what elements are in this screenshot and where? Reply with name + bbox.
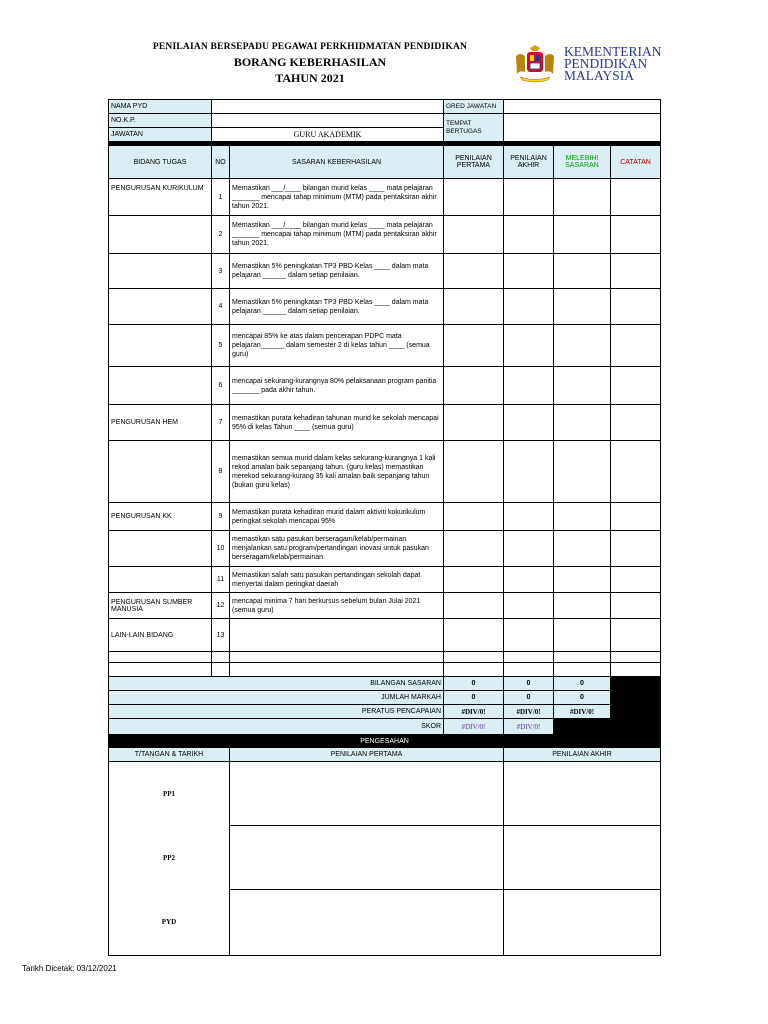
skor-label: SKOR bbox=[109, 719, 444, 735]
col-pertama: PENILAIAN PERTAMA bbox=[444, 146, 504, 179]
no-cell: 9 bbox=[212, 503, 230, 531]
melebihi-cell[interactable] bbox=[554, 441, 611, 503]
col-melebihi: MELEBIHI SASARAN bbox=[554, 146, 611, 179]
sasaran-cell[interactable]: Memastikan 5% peningkatan TP3 PBD Kelas ____ dalam mata pelajaran ______ dalam setiap penilaian. bbox=[230, 289, 444, 325]
col-no: NO bbox=[212, 146, 230, 179]
form-year: TAHUN 2021 bbox=[275, 71, 345, 85]
table-row bbox=[109, 652, 661, 663]
akhir-cell[interactable] bbox=[504, 663, 554, 677]
akhir-cell[interactable] bbox=[504, 367, 554, 405]
catatan-cell[interactable] bbox=[611, 216, 661, 254]
melebihi-cell[interactable] bbox=[554, 325, 611, 367]
catatan-cell[interactable] bbox=[611, 567, 661, 593]
signature-row bbox=[109, 762, 661, 826]
akhir-cell[interactable] bbox=[504, 619, 554, 652]
no-cell: 2 bbox=[212, 216, 230, 254]
catatan-cell[interactable] bbox=[611, 503, 661, 531]
pertama-cell[interactable] bbox=[444, 289, 504, 325]
melebihi-cell[interactable] bbox=[554, 652, 611, 663]
pertama-cell[interactable] bbox=[444, 441, 504, 503]
pertama-cell[interactable] bbox=[444, 367, 504, 405]
no-cell[interactable] bbox=[212, 652, 230, 663]
akhir-cell[interactable] bbox=[504, 503, 554, 531]
pertama-cell[interactable] bbox=[444, 663, 504, 677]
bidang-cell bbox=[109, 441, 212, 503]
table-row bbox=[109, 325, 661, 367]
skor-pertama: #DIV/0! bbox=[444, 719, 504, 735]
catatan-cell[interactable] bbox=[611, 289, 661, 325]
bidang-cell bbox=[109, 531, 212, 567]
akhir-cell[interactable] bbox=[504, 325, 554, 367]
sig-box-pertama[interactable] bbox=[230, 762, 504, 826]
catatan-cell[interactable] bbox=[611, 367, 661, 405]
col-catatan: CATATAN bbox=[611, 146, 661, 179]
melebihi-cell[interactable] bbox=[554, 179, 611, 216]
pertama-cell[interactable] bbox=[444, 405, 504, 441]
sasaran-cell[interactable]: Memastikan ___/____ bilangan murid kelas ____ mata pelajaran _______ mencapai tahap minimum (MTM) pada pentaksiran akhir tahun 2021. bbox=[230, 216, 444, 254]
table-row bbox=[109, 663, 661, 677]
table-row bbox=[109, 441, 661, 503]
bidang-cell bbox=[109, 289, 212, 325]
summary-row-peratus bbox=[109, 705, 661, 719]
bidang-cell: LAIN-LAIN BIDANG bbox=[109, 619, 212, 652]
peratus-label: PERATUS PENCAPAIAN bbox=[109, 705, 444, 719]
pertama-cell[interactable] bbox=[444, 567, 504, 593]
logo-line2: PENDIDIKAN bbox=[564, 56, 648, 71]
pertama-cell[interactable] bbox=[444, 503, 504, 531]
table-row bbox=[109, 503, 661, 531]
catatan-cell[interactable] bbox=[611, 619, 661, 652]
col-akhir: PENILAIAN AKHIR bbox=[504, 146, 554, 179]
sasaran-cell[interactable]: mencapai minima 7 hari berkursus sebelum bulan Julai 2021 (semua guru) bbox=[230, 593, 444, 619]
keberhasilan-table bbox=[108, 99, 661, 956]
nama-field[interactable] bbox=[212, 100, 444, 114]
coat-of-arms-icon bbox=[512, 44, 558, 84]
jumlah-label: JUMLAH MARKAH bbox=[109, 691, 444, 705]
table-row bbox=[109, 289, 661, 325]
jumlah-akhir: 0 bbox=[504, 691, 554, 705]
bilangan-akhir: 0 bbox=[504, 677, 554, 691]
sasaran-cell[interactable]: mencapai 85% ke atas dalam pencerapan PDPC mata pelajaran______ dalam semester 2 di kelas tahun ____ (semua guru) bbox=[230, 325, 444, 367]
akhir-cell[interactable] bbox=[504, 405, 554, 441]
bidang-cell[interactable] bbox=[109, 663, 212, 677]
melebihi-cell[interactable] bbox=[554, 619, 611, 652]
sasaran-cell[interactable]: Memastikan 5% peningkatan TP3 PBD Kelas ____ dalam mata pelajaran ______ dalam setiap penilaian. bbox=[230, 254, 444, 289]
sasaran-cell[interactable] bbox=[230, 652, 444, 663]
table-row bbox=[109, 179, 661, 216]
form-header-line1: PENILAIAN BERSEPADU PEGAWAI PERKHIDMATAN PENDIDIKAN bbox=[152, 42, 468, 52]
melebihi-cell[interactable] bbox=[554, 531, 611, 567]
pertama-cell[interactable] bbox=[444, 216, 504, 254]
melebihi-cell[interactable] bbox=[554, 503, 611, 531]
black-block bbox=[611, 677, 661, 735]
akhir-cell[interactable] bbox=[504, 179, 554, 216]
gred-label: GRED JAWATAN bbox=[444, 100, 504, 114]
bidang-cell bbox=[109, 325, 212, 367]
table-row bbox=[109, 593, 661, 619]
akhir-cell[interactable] bbox=[504, 254, 554, 289]
catatan-cell[interactable] bbox=[611, 254, 661, 289]
sig-box-pertama[interactable] bbox=[230, 890, 504, 956]
table-row bbox=[109, 567, 661, 593]
table-row bbox=[109, 531, 661, 567]
no-cell: 7 bbox=[212, 405, 230, 441]
bidang-cell bbox=[109, 254, 212, 289]
no-cell: 10 bbox=[212, 531, 230, 567]
bidang-cell: PENGURUSAN SUMBER MANUSIA bbox=[109, 593, 212, 619]
sasaran-cell[interactable]: Memastikan salah satu pasukan pertandingan sekolah dapat menyertai dalam peringkat daerah bbox=[230, 567, 444, 593]
jawatan-label: JAWATAN bbox=[109, 128, 212, 142]
sig-col-pertama: PENILAIAN PERTAMA bbox=[230, 748, 504, 762]
akhir-cell[interactable] bbox=[504, 216, 554, 254]
black-block bbox=[554, 719, 611, 735]
nama-label: NAMA PYD bbox=[109, 100, 212, 114]
logo-line1: KEMENTERIAN bbox=[564, 44, 662, 59]
sig-col-ttangan: T/TANGAN & TARIKH bbox=[109, 748, 230, 762]
sig-box-pertama[interactable] bbox=[230, 826, 504, 890]
no-cell: 13 bbox=[212, 619, 230, 652]
bidang-cell bbox=[109, 216, 212, 254]
jumlah-melebihi: 0 bbox=[554, 691, 611, 705]
catatan-cell[interactable] bbox=[611, 325, 661, 367]
sasaran-cell[interactable] bbox=[230, 619, 444, 652]
table-row bbox=[109, 216, 661, 254]
table-row bbox=[109, 254, 661, 289]
akhir-cell[interactable] bbox=[504, 567, 554, 593]
sasaran-cell[interactable]: mencapai sekurang-kurangnya 80% pelaksanaan program panitia _______ pada akhir tahun. bbox=[230, 367, 444, 405]
col-sasaran: SASARAN KEBERHASILAN bbox=[230, 146, 444, 179]
melebihi-cell[interactable] bbox=[554, 367, 611, 405]
col-bidang: BIDANG TUGAS bbox=[109, 146, 212, 179]
sasaran-cell[interactable]: Memastikan purata kehadiran murid dalam aktiviti kokurikulum peringkat sekolah mencapai 95% bbox=[230, 503, 444, 531]
gred-field[interactable] bbox=[504, 100, 661, 114]
kpm-logo bbox=[512, 44, 662, 84]
bidang-cell: PENGURUSAN KK bbox=[109, 503, 212, 531]
no-cell: 8 bbox=[212, 441, 230, 503]
tempat-field[interactable] bbox=[504, 114, 661, 142]
table-row bbox=[109, 367, 661, 405]
nokp-label: NO.K.P. bbox=[109, 114, 212, 128]
jawatan-value[interactable]: GURU AKADEMIK bbox=[212, 128, 444, 142]
sasaran-cell[interactable] bbox=[230, 663, 444, 677]
sasaran-cell[interactable]: memastikan semua murid dalam kelas sekurang-kurangnya 1 kali rekod amalan baik sepanjang tahun. (guru kelas) memastikan merekod sekurang-kurang 35 kali amalan baik sepanjang tahun (bukan guru kelas) bbox=[230, 441, 444, 503]
sig-box-akhir[interactable] bbox=[504, 826, 661, 890]
jumlah-pertama: 0 bbox=[444, 691, 504, 705]
melebihi-cell[interactable] bbox=[554, 567, 611, 593]
pertama-cell[interactable] bbox=[444, 254, 504, 289]
bidang-cell[interactable] bbox=[109, 652, 212, 663]
bilangan-melebihi: 0 bbox=[554, 677, 611, 691]
no-cell: 3 bbox=[212, 254, 230, 289]
sig-box-akhir[interactable] bbox=[504, 762, 661, 826]
peratus-melebihi: #DIV/0! bbox=[554, 705, 611, 719]
catatan-cell[interactable] bbox=[611, 652, 661, 663]
form-title: BORANG KEBERHASILAN bbox=[233, 55, 387, 69]
logo-line3: MALAYSIA bbox=[564, 68, 635, 83]
pertama-cell[interactable] bbox=[444, 619, 504, 652]
sig-name-pp1: PP1 bbox=[109, 762, 230, 826]
akhir-cell[interactable] bbox=[504, 531, 554, 567]
pengesahan-title: PENGESAHAN bbox=[109, 735, 661, 748]
melebihi-cell[interactable] bbox=[554, 254, 611, 289]
sasaran-cell[interactable]: memastikan satu pasukan berseragam/kelab/permainan menjalankan satu program/pertandingan inovasi untuk pasukan berseragam/kelab/permainan bbox=[230, 531, 444, 567]
table-row bbox=[109, 405, 661, 441]
catatan-cell[interactable] bbox=[611, 179, 661, 216]
table-row bbox=[109, 619, 661, 652]
no-cell: 1 bbox=[212, 179, 230, 216]
catatan-cell[interactable] bbox=[611, 405, 661, 441]
catatan-cell[interactable] bbox=[611, 663, 661, 677]
sig-name-pyd: PYD bbox=[109, 890, 230, 956]
tempat-label: TEMPAT BERTUGAS bbox=[444, 114, 504, 142]
summary-row-jumlah bbox=[109, 691, 661, 705]
no-cell: 12 bbox=[212, 593, 230, 619]
sig-col-akhir: PENILAIAN AKHIR bbox=[504, 748, 661, 762]
melebihi-cell[interactable] bbox=[554, 216, 611, 254]
print-date: Tarikh Dicetak: 03/12/2021 bbox=[22, 964, 117, 973]
peratus-pertama: #DIV/0! bbox=[444, 705, 504, 719]
nokp-field[interactable] bbox=[212, 114, 444, 128]
no-cell: 6 bbox=[212, 367, 230, 405]
skor-akhir: #DIV/0! bbox=[504, 719, 554, 735]
melebihi-cell[interactable] bbox=[554, 593, 611, 619]
catatan-cell[interactable] bbox=[611, 531, 661, 567]
akhir-cell[interactable] bbox=[504, 441, 554, 503]
catatan-cell[interactable] bbox=[611, 441, 661, 503]
pertama-cell[interactable] bbox=[444, 531, 504, 567]
sasaran-cell[interactable]: Memastikan ___/____ bilangan murid kelas ____ mata pelajaran _______ mencapai tahap minimum (MTM) pada pentaksiran akhir tahun 2021. bbox=[230, 179, 444, 216]
catatan-cell[interactable] bbox=[611, 593, 661, 619]
pertama-cell[interactable] bbox=[444, 652, 504, 663]
bidang-cell: PENGURUSAN HEM bbox=[109, 405, 212, 441]
no-cell: 5 bbox=[212, 325, 230, 367]
no-cell: 11 bbox=[212, 567, 230, 593]
melebihi-cell[interactable] bbox=[554, 405, 611, 441]
signature-row bbox=[109, 826, 661, 890]
akhir-cell[interactable] bbox=[504, 652, 554, 663]
sig-name-pp2: PP2 bbox=[109, 826, 230, 890]
no-cell: 4 bbox=[212, 289, 230, 325]
signature-row bbox=[109, 890, 661, 956]
sig-box-akhir[interactable] bbox=[504, 890, 661, 956]
no-cell[interactable] bbox=[212, 663, 230, 677]
summary-row-skor bbox=[109, 719, 661, 735]
pertama-cell[interactable] bbox=[444, 179, 504, 216]
bidang-cell bbox=[109, 367, 212, 405]
pertama-cell[interactable] bbox=[444, 593, 504, 619]
akhir-cell[interactable] bbox=[504, 289, 554, 325]
pertama-cell[interactable] bbox=[444, 325, 504, 367]
bilangan-pertama: 0 bbox=[444, 677, 504, 691]
peratus-akhir: #DIV/0! bbox=[504, 705, 554, 719]
bidang-cell bbox=[109, 567, 212, 593]
akhir-cell[interactable] bbox=[504, 593, 554, 619]
melebihi-cell[interactable] bbox=[554, 289, 611, 325]
sasaran-cell[interactable]: memastikan purata kehadiran tahunan murid ke sekolah mencapai 95% di kelas Tahun ____ (semua guru) bbox=[230, 405, 444, 441]
bilangan-label: BILANGAN SASARAN bbox=[109, 677, 444, 691]
bidang-cell: PENGURUSAN KURIKULUM bbox=[109, 179, 212, 216]
summary-row-bilangan bbox=[109, 677, 661, 691]
melebihi-cell[interactable] bbox=[554, 663, 611, 677]
